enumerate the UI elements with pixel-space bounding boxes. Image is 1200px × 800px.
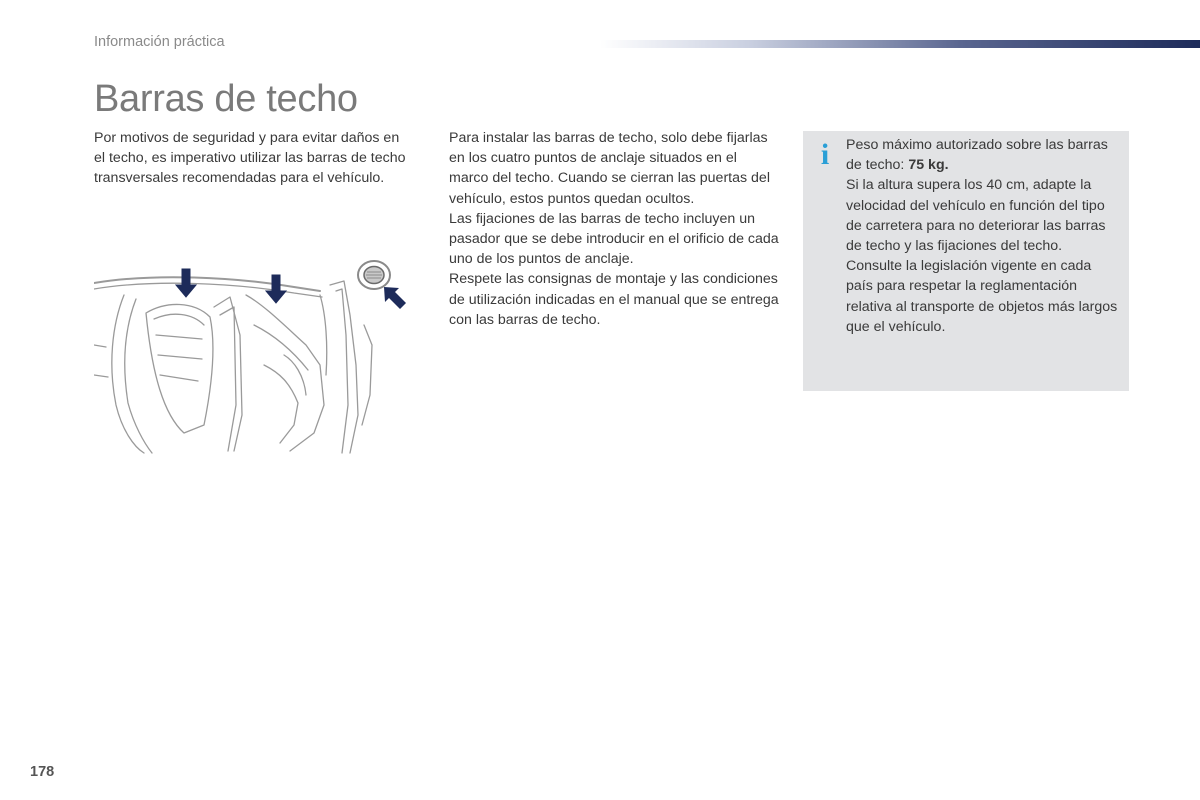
intro-paragraph: Por motivos de seguridad y para evitar daños en el techo, es imperativo utilizar las barras de techo transversales recomendadas para el vehículo. — [94, 130, 406, 187]
instructions-paragraph-3: Respete las consignas de montaje y las condiciones de utilización indicadas en el manual que se entrega con las barras de techo. — [449, 271, 779, 328]
info-icon: i — [820, 138, 830, 171]
info-box — [803, 131, 1129, 391]
intro-column — [94, 128, 414, 189]
info-weight-value: 75 kg. — [908, 157, 949, 174]
section-label: Información práctica — [94, 34, 225, 50]
info-legislation-note: Consulte la legislación vigente en cada país para respetar la reglamentación relativa al transporte de objetos más largos que el vehículo. — [846, 258, 1118, 335]
info-box-text — [846, 135, 1122, 337]
info-weight-label: Peso máximo autorizado sobre las barras de techo: — [846, 137, 1108, 174]
car-roof-anchor-points-illustration — [94, 255, 414, 455]
header-accent-bar — [600, 40, 1200, 48]
instructions-paragraph-1: Para instalar las barras de techo, solo debe fijarlas en los cuatro puntos de anclaje situados en el marco del techo. Cuando se cierran las puertas del vehículo, estos puntos quedan ocultos. — [449, 130, 770, 207]
info-weight-line — [846, 135, 1122, 175]
info-height-note: Si la altura supera los 40 cm, adapte la velocidad del vehículo en función del tipo de carretera para no deteriorar las barras de techo y las fijaciones del techo. — [846, 177, 1106, 255]
page-title: Barras de techo — [94, 78, 358, 120]
instructions-column — [449, 128, 779, 330]
instructions-paragraph-2: Las fijaciones de las barras de techo incluyen un pasador que se debe introducir en el orificio de cada uno de los puntos de anclaje. — [449, 210, 779, 268]
page-number: 178 — [30, 764, 55, 780]
